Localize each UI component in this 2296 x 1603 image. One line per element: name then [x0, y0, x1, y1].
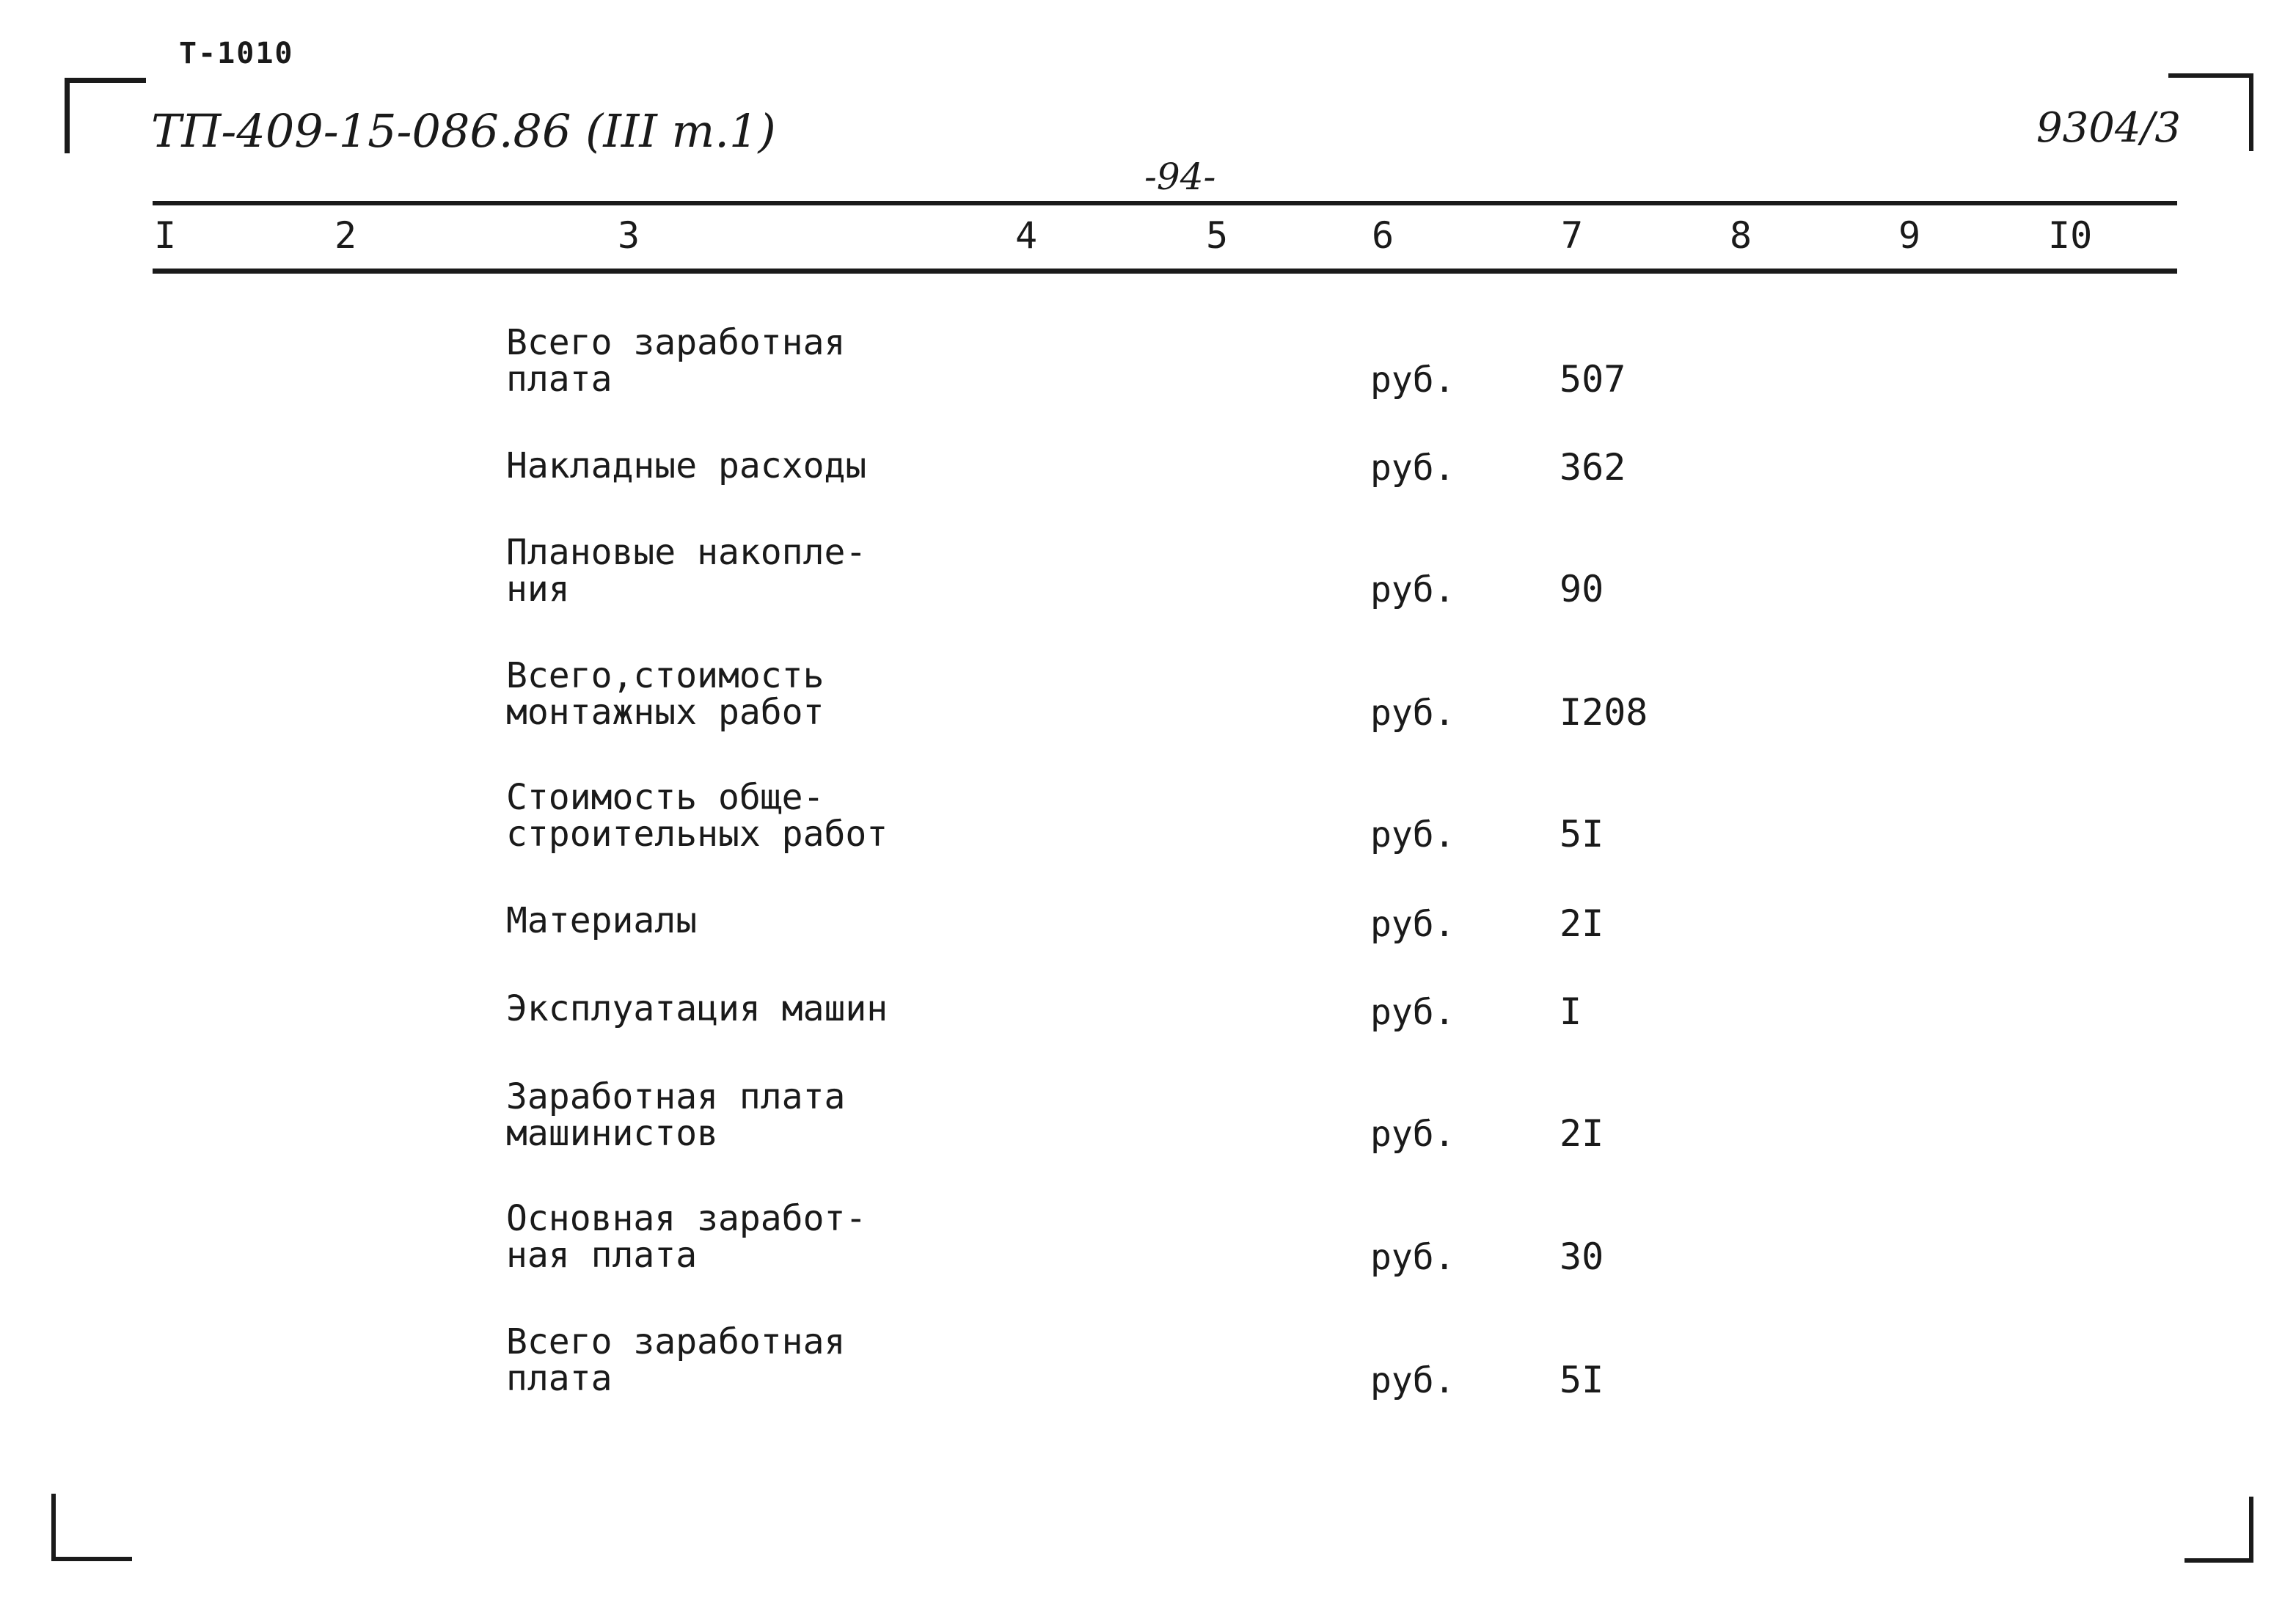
- row-value: I208: [1560, 691, 1648, 734]
- row-unit: руб.: [1370, 448, 1455, 489]
- row-value: 507: [1560, 358, 1626, 401]
- row-label: Всего заработная плата: [506, 322, 846, 400]
- row-label: Всего заработная плата: [506, 1321, 846, 1399]
- row-label: Накладные расходы: [506, 445, 867, 486]
- row-value: 90: [1560, 568, 1604, 610]
- row-value: 30: [1560, 1235, 1604, 1278]
- row-value: 5I: [1560, 1359, 1604, 1401]
- row-unit: руб.: [1370, 359, 1455, 401]
- row-value: 2I: [1560, 902, 1604, 945]
- column-number-6: 6: [1372, 214, 1394, 257]
- row-label: Материалы: [506, 900, 698, 941]
- row-unit: руб.: [1370, 1360, 1455, 1401]
- row-label: Стоимость обще- строительных работ: [506, 777, 888, 855]
- column-number-3: 3: [618, 214, 640, 257]
- row-label: Эксплуатация машин: [506, 988, 888, 1029]
- row-label: Всего,стоимость монтажных работ: [506, 655, 825, 733]
- document-code: Т-1010: [179, 37, 294, 70]
- project-number: ТП-409-15-086.86 (III т.1): [151, 104, 776, 158]
- row-value: I: [1560, 990, 1582, 1033]
- row-value: 5I: [1560, 813, 1604, 855]
- table-header-rule: [153, 269, 2177, 274]
- row-label: Основная заработ- ная плата: [506, 1198, 867, 1276]
- column-number-10: I0: [2048, 214, 2093, 257]
- column-number-9: 9: [1898, 214, 1921, 257]
- row-unit: руб.: [1370, 693, 1455, 734]
- corner-mark-bottom-right: [2185, 1497, 2253, 1563]
- row-value: 2I: [1560, 1112, 1604, 1155]
- corner-mark-top-left: [65, 78, 146, 153]
- row-unit: руб.: [1370, 992, 1455, 1033]
- column-number-4: 4: [1015, 214, 1038, 257]
- column-number-7: 7: [1561, 214, 1584, 257]
- row-unit: руб.: [1370, 569, 1455, 610]
- row-value: 362: [1560, 446, 1626, 489]
- column-number-5: 5: [1206, 214, 1229, 257]
- row-unit: руб.: [1370, 1237, 1455, 1278]
- column-number-8: 8: [1730, 214, 1752, 257]
- row-unit: руб.: [1370, 1114, 1455, 1155]
- table-top-rule: [153, 201, 2177, 205]
- row-unit: руб.: [1370, 814, 1455, 855]
- column-number-2: 2: [334, 214, 357, 257]
- corner-mark-bottom-left: [51, 1494, 132, 1561]
- page-number: -94-: [1144, 156, 1216, 198]
- sheet-number: 9304/3: [2036, 104, 2182, 152]
- column-number-1: I: [154, 214, 177, 257]
- row-label: Плановые накопле- ния: [506, 532, 867, 610]
- row-label: Заработная плата машинистов: [506, 1076, 846, 1154]
- corner-mark-top-right: [2168, 73, 2253, 151]
- row-unit: руб.: [1370, 904, 1455, 945]
